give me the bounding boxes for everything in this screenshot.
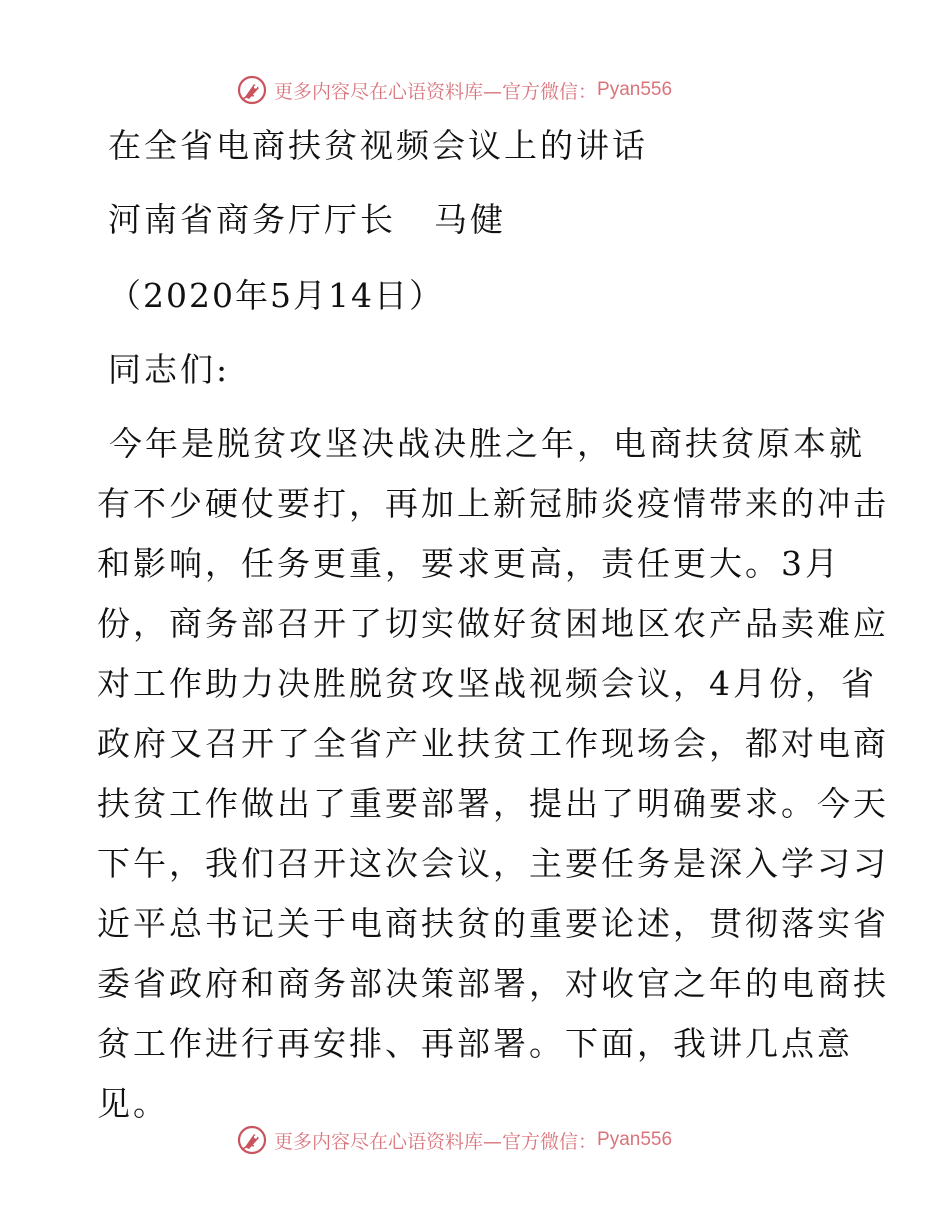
watermark-text: 更多内容尽在心语资料库—官方微信： <box>274 1130 598 1153</box>
body-line: 对工作助力决胜脱贫攻坚战视频会议，4月份，省 <box>97 664 877 703</box>
author-line <box>108 200 506 240</box>
author-name: 马健 <box>434 200 506 239</box>
watermark-footer <box>236 1122 716 1158</box>
watermark-wechat-id: Pyan556 <box>597 79 673 100</box>
body-line: 见。 <box>97 1084 169 1123</box>
body-line: 今年是脱贫攻坚决战决胜之年，电商扶贫原本就 <box>109 424 865 463</box>
body-line: 扶贫工作做出了重要部署，提出了明确要求。今天 <box>97 784 889 823</box>
speech-date: （2020年5月14日） <box>108 276 444 315</box>
body-line: 近平总书记关于电商扶贫的重要论述，贯彻落实省 <box>97 904 889 943</box>
greeting: 同志们: <box>108 350 231 389</box>
document-title: 在全省电商扶贫视频会议上的讲话 <box>108 126 648 165</box>
watermark-wechat-id: Pyan556 <box>597 1129 673 1150</box>
pen-nib-logo-icon <box>236 74 268 106</box>
body-paragraph <box>97 424 889 1144</box>
watermark-header <box>236 72 716 108</box>
body-line: 和影响，任务更重，要求更高，责任更大。3月 <box>97 544 841 583</box>
body-line: 委省政府和商务部决策部署，对收官之年的电商扶 <box>97 964 889 1003</box>
pen-nib-logo-icon <box>236 1124 268 1156</box>
body-line: 有不少硬仗要打，再加上新冠肺炎疫情带来的冲击 <box>97 484 889 523</box>
body-line: 下午，我们召开这次会议，主要任务是深入学习习 <box>97 844 889 883</box>
author-title: 河南省商务厅厅长 <box>108 200 396 239</box>
watermark-text: 更多内容尽在心语资料库—官方微信： <box>274 80 598 103</box>
body-line: 政府又召开了全省产业扶贫工作现场会，都对电商 <box>97 724 889 763</box>
body-line: 贫工作进行再安排、再部署。下面，我讲几点意 <box>97 1024 853 1063</box>
body-line: 份，商务部召开了切实做好贫困地区农产品卖难应 <box>97 604 889 643</box>
